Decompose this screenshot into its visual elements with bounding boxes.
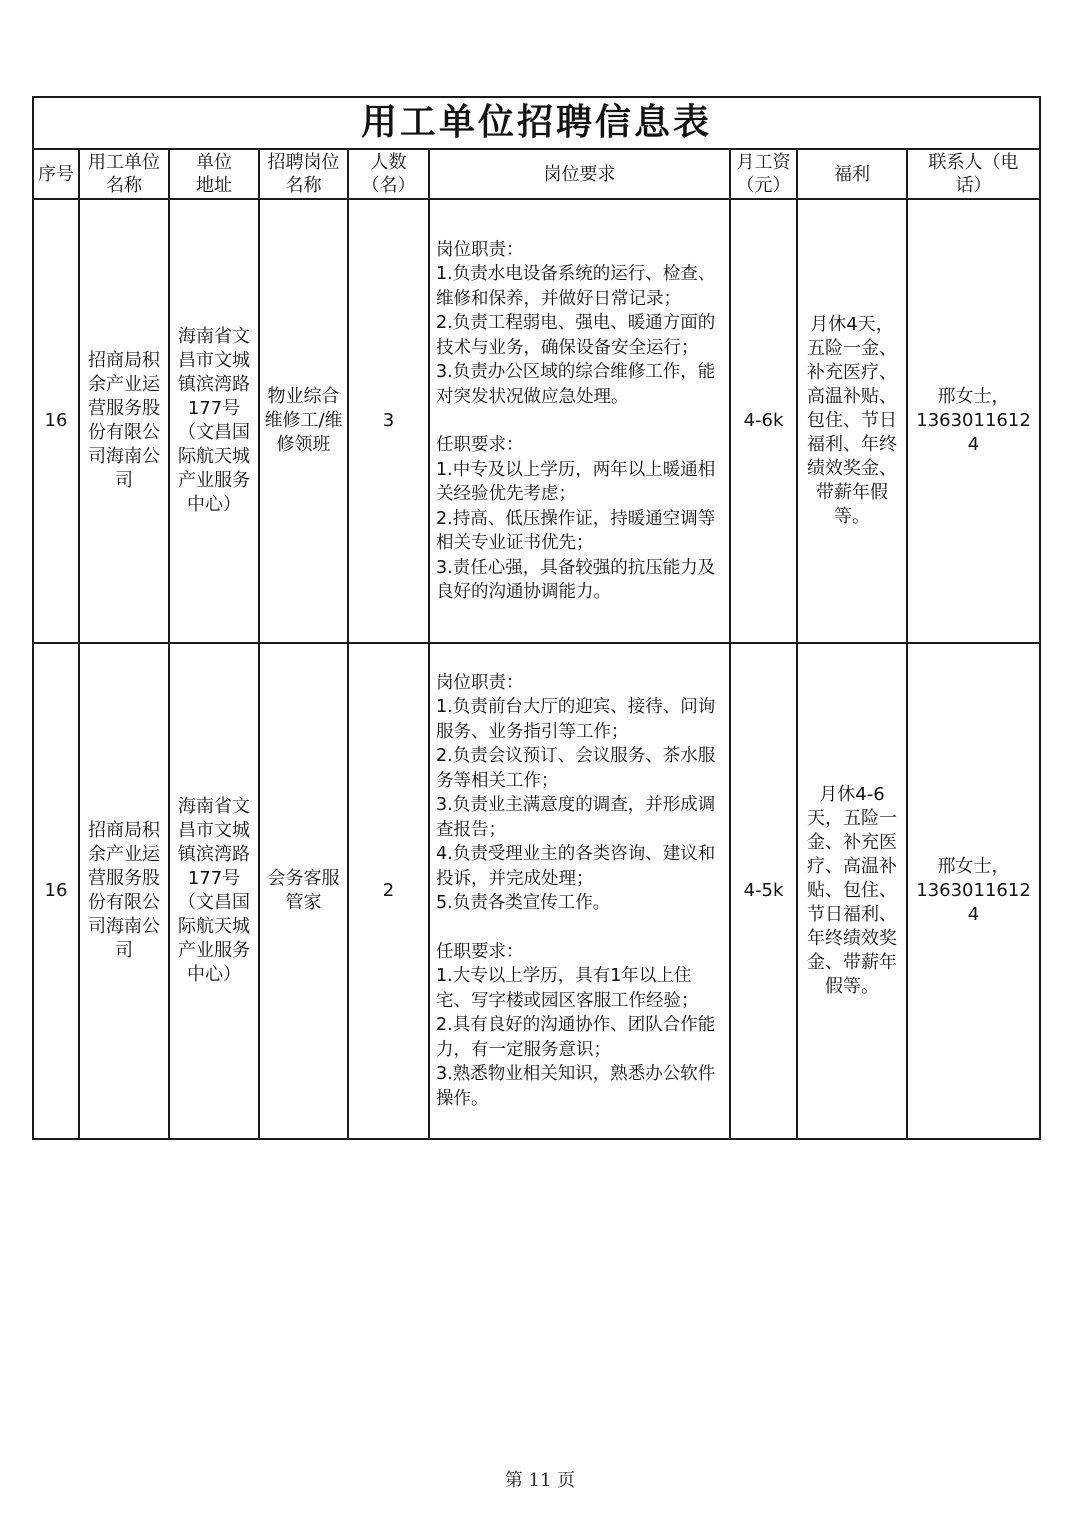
- table-row: [33, 643, 1040, 1139]
- cell-benefits: 月休4天，五险一金、补充医疗、高温补贴、包住、节日福利、年终绩效奖金、带薪年假等。: [797, 199, 907, 643]
- cell-count: 2: [348, 643, 429, 1139]
- duty-item: 3.负责办公区域的综合维修工作，能对突发状况做应急处理。: [436, 362, 716, 407]
- header-row: [33, 149, 1040, 199]
- duty-item: 4.负责受理业主的各类咨询、建议和投诉，并完成处理；: [436, 844, 716, 889]
- qual-title: 任职要求：: [436, 435, 524, 455]
- table-row: [33, 199, 1040, 643]
- header-company: 用工单位名称: [79, 149, 169, 199]
- cell-address: 海南省文昌市文城镇滨湾路177号（文昌国际航天城产业服务中心）: [169, 643, 259, 1139]
- cell-benefits: 月休4-6天，五险一金、补充医疗、高温补贴、包住、节日福利、年终绩效奖金、带薪年假等。: [797, 643, 907, 1139]
- duty-item: 1.负责水电设备系统的运行、检查、维修和保养，并做好日常记录；: [436, 264, 716, 309]
- qual-item: 1.中专及以上学历，两年以上暖通相关经验优先考虑；: [436, 459, 716, 504]
- cell-salary: 4-5k: [730, 643, 797, 1139]
- contact-phone: 13630116124: [916, 880, 1031, 925]
- header-salary: 月工资（元）: [730, 149, 797, 199]
- recruitment-sheet: [32, 96, 1039, 1140]
- header-address: 单位地址: [169, 149, 259, 199]
- qual-item: 3.熟悉物业相关知识，熟悉办公软件操作。: [436, 1064, 716, 1109]
- cell-company: 招商局积余产业运营服务股份有限公司海南公司: [79, 199, 169, 643]
- page-number: 第 11 页: [504, 1470, 576, 1491]
- qual-item: 2.持高、低压操作证，持暖通空调等相关专业证书优先；: [436, 508, 716, 553]
- cell-company: 招商局积余产业运营服务股份有限公司海南公司: [79, 643, 169, 1139]
- header-count: 人数（名）: [348, 149, 429, 199]
- duties-title: 岗位职责：: [436, 672, 524, 693]
- duty-item: 1.负责前台大厅的迎宾、接待、问询服务、业务指引等工作；: [436, 697, 716, 742]
- qual-item: 1.大专以上学历，具有1年以上住宅、写字楼或园区客服工作经验；: [436, 966, 699, 1011]
- cell-index: 16: [33, 199, 79, 643]
- header-position: 招聘岗位名称: [259, 149, 348, 199]
- contact-name: 邢女士，: [937, 856, 1010, 877]
- cell-salary: 4-6k: [730, 199, 797, 643]
- duty-item: 3.负责业主满意度的调查，并形成调查报告；: [436, 795, 716, 840]
- cell-requirements: [429, 199, 730, 643]
- cell-address: 海南省文昌市文城镇滨湾路177号（文昌国际航天城产业服务中心）: [169, 199, 259, 643]
- header-requirements: 岗位要求: [429, 149, 730, 199]
- cell-count: 3: [348, 199, 429, 643]
- header-benefits: 福利: [797, 149, 907, 199]
- duties-title: 岗位职责：: [436, 239, 524, 260]
- header-contact: 联系人（电话）: [907, 149, 1040, 199]
- cell-contact: [907, 643, 1040, 1139]
- qual-item: 2.具有良好的沟通协作、团队合作能力，有一定服务意识；: [436, 1015, 716, 1060]
- contact-name: 邢女士，: [937, 386, 1010, 407]
- qual-title: 任职要求：: [436, 941, 524, 962]
- qual-item: 3.责任心强，具备较强的抗压能力及良好的沟通协调能力。: [436, 557, 716, 602]
- cell-contact: [907, 199, 1040, 643]
- duty-item: 2.负责工程弱电、强电、暖通方面的技术与业务，确保设备安全运行；: [436, 313, 716, 358]
- duty-item: 2.负责会议预订、会议服务、茶水服务等相关工作；: [436, 746, 716, 791]
- cell-position: 物业综合维修工/维修领班: [259, 199, 348, 643]
- contact-phone: 13630116124: [916, 410, 1031, 455]
- cell-requirements: [429, 643, 730, 1139]
- cell-position: 会务客服管家: [259, 643, 348, 1139]
- table-title: 用工单位招聘信息表: [33, 97, 1040, 149]
- recruitment-table: [32, 96, 1041, 1140]
- cell-index: 16: [33, 643, 79, 1139]
- duty-item: 5.负责各类宣传工作。: [436, 893, 611, 914]
- header-index: 序号: [33, 149, 79, 199]
